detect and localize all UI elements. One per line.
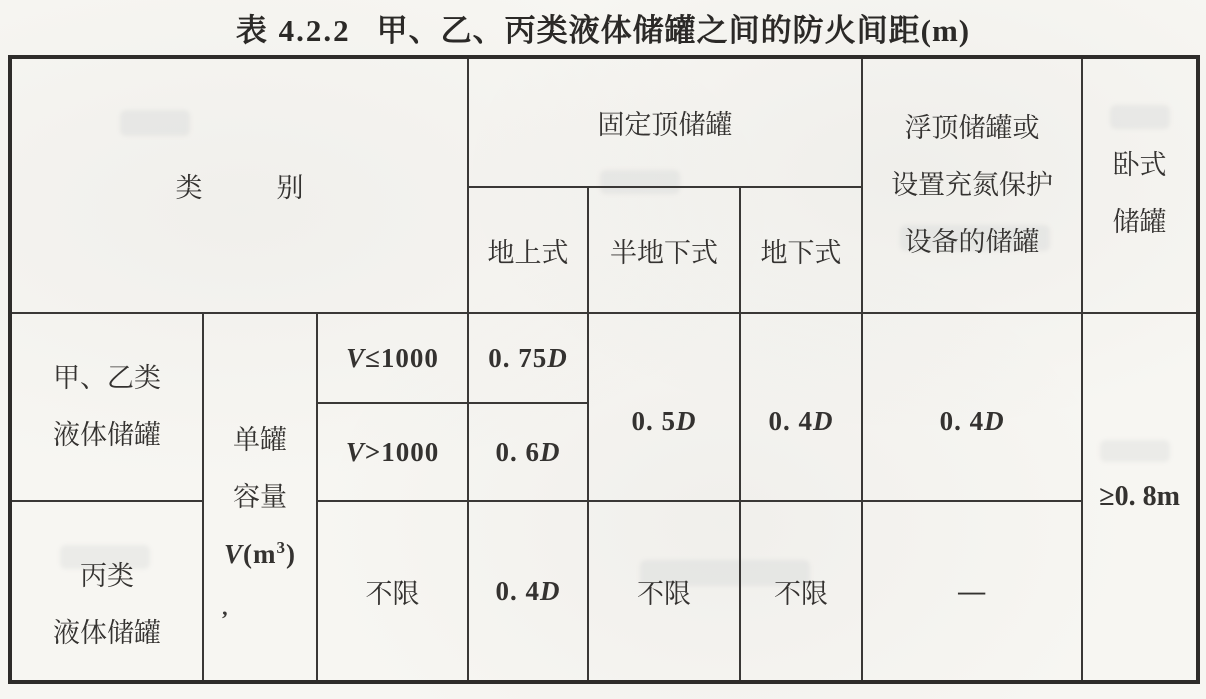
- value-04: 0. 4: [939, 405, 985, 436]
- fire-separation-table: [8, 55, 1200, 684]
- v-gt-value: >1000: [364, 436, 440, 467]
- cell-floating-roof-class-ab: [862, 313, 1082, 501]
- header-floating-roof-line3: 设备的储罐: [904, 227, 1040, 257]
- v-symbol: V: [345, 436, 365, 467]
- cell-condition-class-c-unlimited: 不限: [317, 501, 468, 682]
- header-horizontal-tank-line2: 储罐: [1112, 206, 1167, 237]
- capacity-line1: 单罐: [233, 424, 287, 455]
- capacity-unit-open: (m: [243, 538, 277, 569]
- cell-condition-v-le-1000: [317, 313, 468, 403]
- row-label-class-ab: [10, 313, 203, 501]
- d-symbol: D: [540, 575, 561, 606]
- row-label-single-tank-capacity: [203, 313, 317, 682]
- value-06: 0. 6: [495, 436, 541, 467]
- cell-above-ground-class-c: [468, 501, 588, 682]
- cell-horizontal-tank-min-distance: ≥0. 8m: [1082, 313, 1198, 682]
- capacity-line2: 容量: [233, 481, 287, 512]
- cell-above-ground-v-gt-1000: [468, 403, 588, 501]
- stray-print-mark: ’: [221, 606, 229, 631]
- header-above-ground: 地上式: [468, 187, 588, 313]
- cell-semi-underground-class-c: 不限: [588, 501, 740, 682]
- header-semi-underground: 半地下式: [588, 187, 740, 313]
- d-symbol: D: [813, 405, 834, 436]
- header-floating-roof-line1: 浮顶储罐或: [904, 113, 1040, 143]
- table-number: 表 4.2.2: [235, 13, 351, 48]
- d-symbol: D: [676, 405, 697, 436]
- header-horizontal-tank-line1: 卧式: [1112, 149, 1167, 180]
- header-floating-roof-line2: 设置充氮保护: [891, 170, 1054, 200]
- class-ab-line2: 液体储罐: [53, 420, 161, 450]
- header-horizontal-tank: [1082, 57, 1198, 313]
- capacity-unit-close: ): [286, 538, 296, 569]
- class-ab-line1: 甲、乙类: [53, 363, 161, 393]
- table-title-text: 甲、乙、丙类液体储罐之间的防火间距(m): [376, 13, 971, 48]
- page-title: [0, 5, 1206, 50]
- class-c-line2: 液体储罐: [53, 618, 161, 648]
- header-floating-roof-tank: [862, 57, 1082, 313]
- cell-floating-roof-class-c: —: [862, 501, 1082, 682]
- cell-underground-class-c: 不限: [740, 501, 862, 682]
- header-category-char2: 别: [276, 173, 304, 203]
- cell-underground-class-ab: [740, 313, 862, 501]
- value-05: 0. 5: [631, 405, 677, 436]
- cell-above-ground-v-le-1000: [468, 313, 588, 403]
- capacity-v-symbol: V: [224, 538, 244, 569]
- value-04: 0. 4: [495, 575, 541, 606]
- d-symbol: D: [547, 342, 568, 373]
- d-symbol: D: [984, 405, 1005, 436]
- v-symbol: V: [346, 342, 366, 373]
- value-075: 0. 75: [488, 342, 548, 373]
- v-le-value: ≤1000: [365, 342, 439, 373]
- cell-semi-underground-class-ab: [588, 313, 740, 501]
- header-category: [10, 57, 468, 313]
- cell-condition-v-gt-1000: [317, 403, 468, 501]
- header-fixed-roof-tank: 固定顶储罐: [468, 57, 862, 187]
- header-category-char1: 类: [175, 173, 203, 203]
- capacity-superscript: 3: [276, 537, 286, 557]
- d-symbol: D: [540, 436, 561, 467]
- capacity-line3: [204, 526, 316, 583]
- row-label-class-c: [10, 501, 203, 682]
- header-underground: 地下式: [740, 187, 862, 313]
- class-c-line1: 丙类: [80, 561, 134, 591]
- value-04: 0. 4: [768, 405, 814, 436]
